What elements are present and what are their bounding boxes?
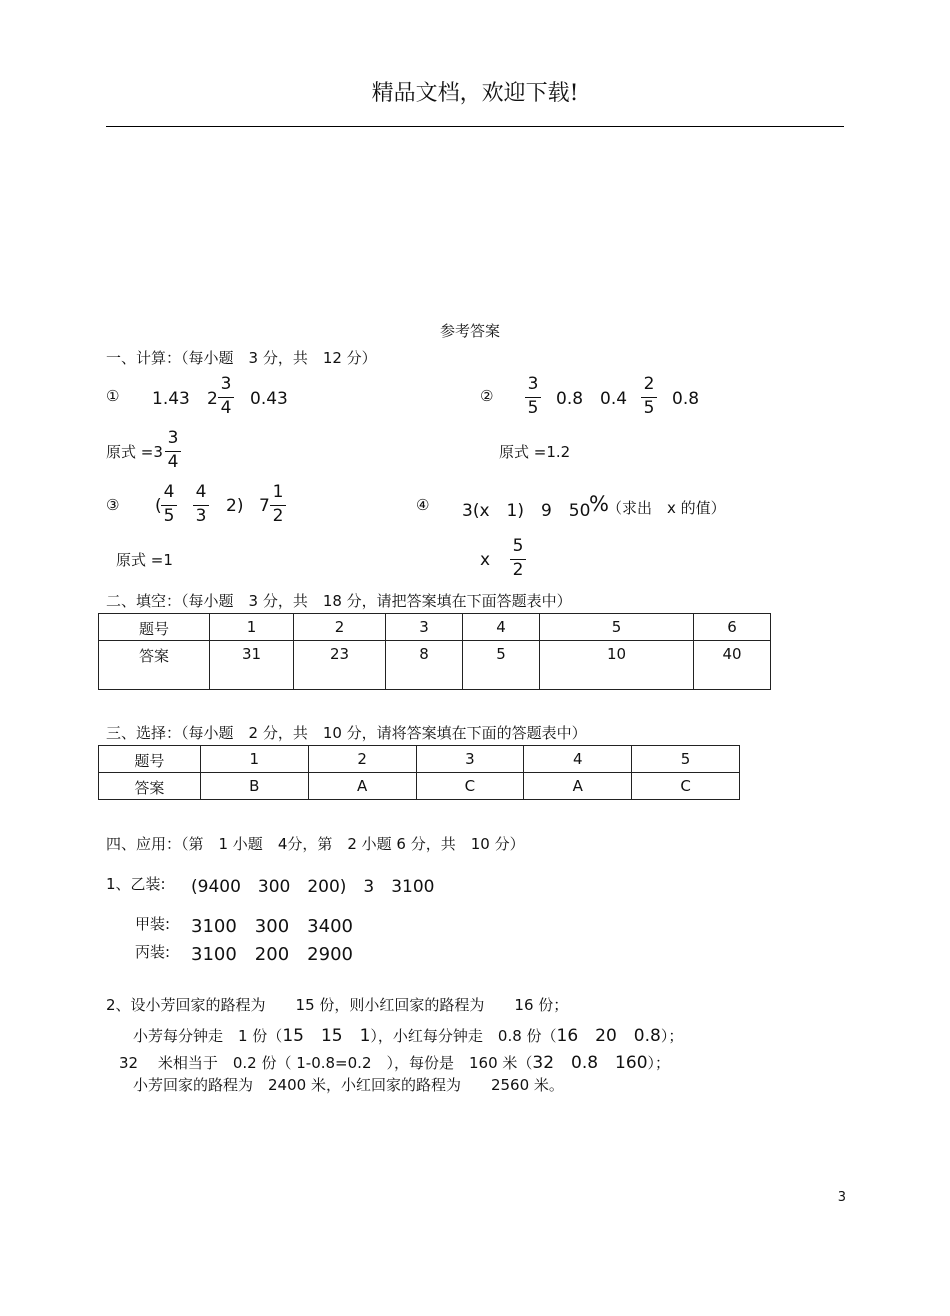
q1-result-denominator: 4 <box>167 452 179 472</box>
q1-fraction <box>216 376 236 420</box>
q2-fraction-2-numerator: 2 <box>643 374 655 394</box>
q2-term-b: 0.4 <box>600 389 628 409</box>
p2-line2-expression-2: 16 20 0.8 <box>556 1026 661 1046</box>
q1-fraction-numerator: 3 <box>220 374 232 394</box>
q4-number: ④ <box>416 496 430 514</box>
q2-fraction-2 <box>639 376 659 420</box>
q4-result-numerator: 5 <box>512 536 524 556</box>
page-header-title: 精品文档，欢迎下载! <box>371 81 579 106</box>
question-number-cell: 5 <box>632 746 740 773</box>
p1-line1-label: 1、乙装: <box>106 875 166 893</box>
p2-line1: 2、设小芳回家的路程为 15 份，则小红回家的路程为 16 份； <box>106 996 569 1014</box>
question-number-cell: 6 <box>694 614 771 641</box>
p1-line2-label: 甲装: <box>135 915 171 933</box>
q1-term-c: 0.43 <box>250 389 288 409</box>
answer-cell: A <box>308 773 416 800</box>
answer-cell: 5 <box>463 641 540 690</box>
answer-cell: 23 <box>294 641 386 690</box>
answer-cell: 8 <box>386 641 463 690</box>
q3-fraction-1 <box>159 484 179 528</box>
p2-line2-text-end: ）； <box>660 1027 684 1045</box>
answer-cell: B <box>200 773 308 800</box>
row-label-number: 题号 <box>99 746 201 773</box>
q3-fraction-3-numerator: 1 <box>272 482 284 502</box>
question-number-cell: 3 <box>386 614 463 641</box>
question-number-cell: 4 <box>524 746 632 773</box>
q3-fraction-2-numerator: 4 <box>195 482 207 502</box>
row-label-number: 题号 <box>99 614 210 641</box>
question-number-cell: 1 <box>210 614 294 641</box>
row-label-answer: 答案 <box>99 773 201 800</box>
answer-cell: 10 <box>540 641 694 690</box>
q1-result-numerator: 3 <box>167 428 179 448</box>
p2-line3-expression: 32 0.8 160 <box>532 1053 648 1073</box>
q2-fraction-2-denominator: 5 <box>643 398 655 418</box>
section1-heading: 一、计算：（每小题 3 分，共 12 分） <box>106 349 377 367</box>
q4-note: （求出 x 的值） <box>607 499 726 517</box>
p2-line3 <box>119 1048 670 1073</box>
header-rule <box>106 126 844 127</box>
q3-paren: ( <box>155 496 162 516</box>
p1-line1-expression: (9400 300 200) 3 3100 <box>191 877 435 897</box>
q4-percent-sign: % <box>589 492 609 516</box>
section4-heading: 四、应用：（第 1 小题 4分，第 2 小题 6 分，共 10 分） <box>106 835 525 853</box>
page-number: 3 <box>837 1190 846 1205</box>
q2-fraction-1-numerator: 3 <box>527 374 539 394</box>
q1-number: ① <box>106 387 120 405</box>
p1-line3-label: 丙装: <box>135 943 171 961</box>
q3-term-a: 2) <box>226 496 244 516</box>
section3-heading: 三、选择：（每小题 2 分，共 10 分，请将答案填在下面的答题表中） <box>106 724 587 742</box>
q4-result-fraction <box>508 538 528 582</box>
answer-title: 参考答案 <box>439 322 500 340</box>
q3-number: ③ <box>106 496 120 514</box>
q1-result: 原式 =3 <box>106 443 163 461</box>
choice-answer-table <box>98 745 740 800</box>
p1-line3-expression: 3100 200 2900 <box>191 944 353 965</box>
answer-cell: 31 <box>210 641 294 690</box>
q3-fraction-1-denominator: 5 <box>163 506 175 526</box>
question-number-cell: 1 <box>200 746 308 773</box>
q3-fraction-1-numerator: 4 <box>163 482 175 502</box>
answer-cell: A <box>524 773 632 800</box>
q3-fraction-2 <box>191 484 211 528</box>
table-row <box>99 773 740 800</box>
p2-line2 <box>133 1021 683 1046</box>
question-number-cell: 2 <box>294 614 386 641</box>
q4-result-denominator: 2 <box>512 560 524 580</box>
row-label-answer: 答案 <box>99 641 210 690</box>
question-number-cell: 4 <box>463 614 540 641</box>
q1-whole: 2 <box>207 389 218 409</box>
q3-whole: 7 <box>259 496 270 516</box>
section2-heading: 二、填空：（每小题 3 分，共 18 分，请把答案填在下面答题表中） <box>106 592 572 610</box>
p2-line2-text-mid: ），小红每分钟走 0.8 份（ <box>370 1027 557 1045</box>
p2-line2-text: 小芳每分钟走 1 份（ <box>133 1027 283 1045</box>
answer-cell: C <box>416 773 524 800</box>
q1-term-a: 1.43 <box>152 389 190 409</box>
answer-cell: 40 <box>694 641 771 690</box>
p2-line3-text: 32 米相当于 0.2 份（ 1-0.8=0.2 ），每份是 160 米（ <box>119 1054 533 1072</box>
q1-fraction-denominator: 4 <box>220 398 232 418</box>
table-row <box>99 641 771 690</box>
table-row <box>99 746 740 773</box>
q2-term-a: 0.8 <box>556 389 584 409</box>
question-number-cell: 2 <box>308 746 416 773</box>
question-number-cell: 3 <box>416 746 524 773</box>
q2-term-c: 0.8 <box>672 389 700 409</box>
q4-expression: 3(x 1) 9 50 <box>462 501 591 521</box>
answer-cell: C <box>632 773 740 800</box>
q3-fraction-2-denominator: 3 <box>195 506 207 526</box>
question-number-cell: 5 <box>540 614 694 641</box>
q3-fraction-3-denominator: 2 <box>272 506 284 526</box>
q1-result-fraction <box>163 430 183 474</box>
p2-line2-expression-1: 15 15 1 <box>282 1026 371 1046</box>
q2-fraction-1 <box>523 376 543 420</box>
p2-line4: 小芳回家的路程为 2400 米，小红回家的路程为 2560 米。 <box>133 1076 564 1094</box>
q2-fraction-1-denominator: 5 <box>527 398 539 418</box>
q4-result-x: x <box>480 550 491 570</box>
q3-result: 原式 =1 <box>116 551 173 569</box>
q3-fraction-3 <box>268 484 288 528</box>
q2-result: 原式 =1.2 <box>499 443 571 461</box>
table-row <box>99 614 771 641</box>
p1-line2-expression: 3100 300 3400 <box>191 916 353 937</box>
fill-in-answer-table <box>98 613 771 690</box>
p2-line3-text-end: ）； <box>647 1054 671 1072</box>
q2-number: ② <box>480 387 494 405</box>
